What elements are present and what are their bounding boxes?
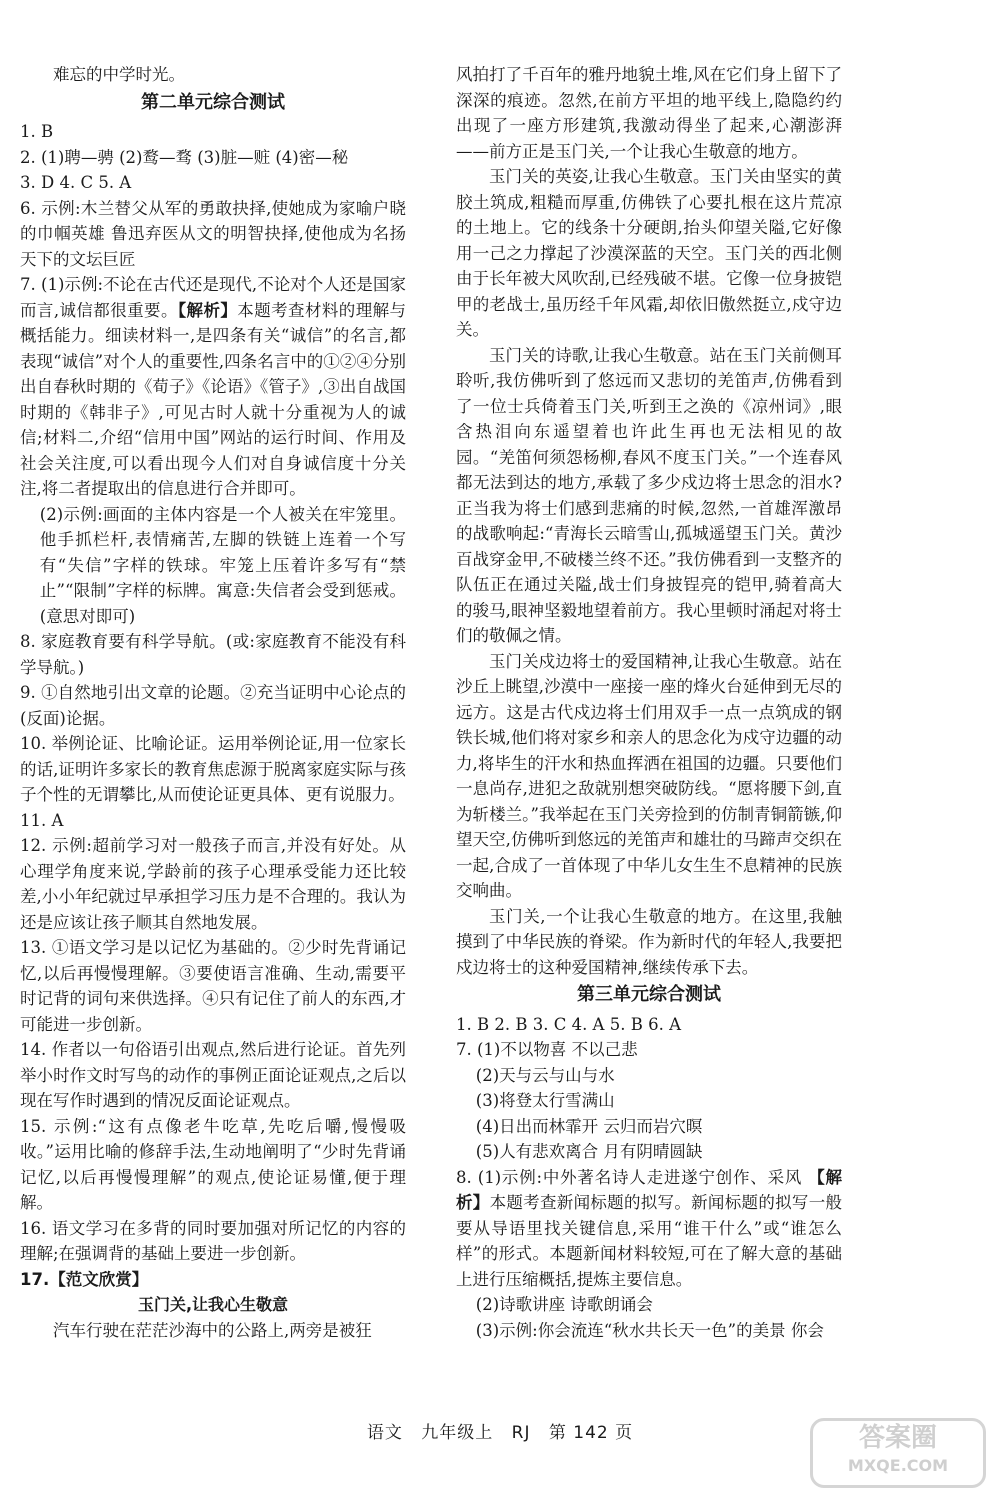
right-column <box>456 62 842 1343</box>
essay-paragraph-4: 玉门关戍边将士的爱国精神,让我心生敬意。站在沙丘上眺望,沙漠中一座接一座的烽火台延伸到无尽的远方。这是古代戍边将士们用双手一点一点筑成的钢铁长城,他们将对家乡和亲人的思念化为戍守边疆的动力,将毕生的汗水和热血挥洒在祖国的边疆。只要他们一息尚存,进犯之敌就别想突破防线。“愿将腰下剑,直为斩楼兰。”我举起在玉门关旁捡到的仿制青铜箭镞,仰望天空,仿佛听到悠远的羌笛声和雄壮的马蹄声交织在一起,合成了一首体现了中华儿女生生不息精神的民族交响曲。 <box>456 651 842 900</box>
answer-14: 14. 作者以一句俗语引出观点,然后进行论证。首先列举小时作文时写鸟的动作的事例正面论证观点,之后以现在写作时遇到的情况反面论证观点。 <box>20 1040 406 1110</box>
analysis-label-2: 【解析】 <box>456 1167 843 1212</box>
essay-paragraph-1-cont: 风拍打了千百年的雅丹地貌土堆,风在它们身上留下了深深的痕迹。忽然,在前方平坦的地平线上,隐隐约约出现了一座方形建筑,我激动得坐了起来,心潮澎湃——前方正是玉门关,一个让我心生敬意的地方。 <box>456 65 842 161</box>
answer-11: 11. A <box>20 810 64 830</box>
unit3-title: 第三单元综合测试 <box>577 984 721 1005</box>
analysis-label: 【解析】 <box>177 300 238 320</box>
answer-10: 10. 举例论证、比喻论证。运用举例论证,用一位家长的话,证明许多家长的教育焦虑源于脱离家庭实际与孩子个性的无谓攀比,从而使论证更具体、更有说服力。 <box>20 734 406 804</box>
answer-7-2: (2)示例:画面的主体内容是一个人被关在牢笼里。他手抓栏杆,表情痛苦,左脚的铁链上连着一个写有“失信”字样的铁球。牢笼上压着许多写有“禁止”“限制”字样的标牌。寓意:失信者会受到惩戒。(意思对即可) <box>39 504 406 626</box>
unit3-answer-7-3: (3)将登太行雪满山 <box>475 1091 615 1110</box>
unit3-answer-8-2: (2)诗歌讲座 诗歌朗诵会 <box>475 1295 653 1314</box>
unit3-answer-8-1 <box>456 1165 842 1293</box>
unit2-title: 第二单元综合测试 <box>141 91 285 113</box>
unit3-answer-7-5: (5)人有悲欢离合 月有阴晴圆缺 <box>475 1142 703 1161</box>
watermark-logo <box>810 1418 986 1488</box>
footer-page-number: 第 142 页 <box>548 1423 634 1443</box>
answer-7-1 <box>20 272 406 502</box>
unit3-answer-7-2: (2)天与云与山与水 <box>475 1065 615 1085</box>
answer-8: 8. 家庭教育要有科学导航。(或:家庭教育不能没有科学导航。) <box>20 632 406 677</box>
answer-13: 13. ①语文学习是以记忆为基础的。②少时先背诵记忆,以后再慢慢理解。③要使语言准确、生动,需要平时记背的词句来供选择。④只有记住了前人的东西,才可能进一步创新。 <box>20 938 406 1034</box>
answer-3-5: 3. D 4. C 5. A <box>20 173 132 192</box>
essay-paragraph-2: 玉门关的英姿,让我心生敬意。玉门关由坚实的黄胶土筑成,粗糙而厚重,仿佛铁了心要扎根在这片荒凉的土地上。它的线条十分硬朗,抬头仰望关隘,它好像用一己之力撑起了沙漠深蓝的天空。玉门关的西北侧由于长年被大风吹刮,已经残破不堪。它像一位身披铠甲的老战士,虽历经千年风霜,却依旧傲然挺立,戍守边关。 <box>456 167 842 339</box>
essay-paragraph-1-start: 汽车行驶在茫茫沙海中的公路上,两旁是被狂 <box>53 1320 372 1340</box>
essay-title: 玉门关,让我心生敬意 <box>137 1295 289 1314</box>
unit3-answer-7-1: 7. (1)不以物喜 不以己悲 <box>456 1040 638 1059</box>
answer-16: 16. 语文学习在多背的同时要加强对所记忆的内容的理解;在强调背的基础上要进一步创新。 <box>20 1218 406 1263</box>
unit3-answer-8-1-text: 8. (1)示例:中外著名诗人走进遂宁创作、采风 <box>456 1167 803 1187</box>
unit3-answer-7-4: (4)日出而林霏开 云归而岩穴暝 <box>475 1116 703 1136</box>
answer-7-1-text: 7. (1)示例:不论在古代还是现代,不论对个人还是国家而言,诚信都很重要。 <box>20 275 406 320</box>
essay-paragraph-5: 玉门关,一个让我心生敬意的地方。在这里,我触摸到了中华民族的脊梁。作为新时代的年轻人,我要把戍边将士的这种爱国精神,继续传承下去。 <box>456 906 842 977</box>
unit3-answers-1-6: 1. B 2. B 3. C 4. A 5. B 6. A <box>456 1014 681 1034</box>
footer-subject: 语文 <box>366 1423 403 1443</box>
footer-grade: 九年级上 <box>421 1423 494 1443</box>
footer-edition: RJ <box>511 1423 531 1443</box>
answer-17: 17.【范文欣赏】 <box>20 1269 149 1289</box>
left-column <box>20 62 406 1343</box>
watermark-text: 答案圈 <box>858 1423 937 1453</box>
unit3-answer-8-1-analysis: 本题考查新闻标题的拟写。新闻标题的拟写一般要从导语里找关键信息,采用“谁干什么”或“谁怎么样”的形式。本题新闻材料较短,可在了解大意的基础上进行压缩概括,提炼主要信息。 <box>456 1193 843 1289</box>
answer-2: 2. (1)聘—骋 (2)鹜—骛 (3)脏—赃 (4)密—秘 <box>20 147 349 167</box>
unit3-answer-8-3: (3)示例:你会流连“秋水共长天一色”的美景 你会 <box>475 1320 824 1340</box>
answer-7-1-analysis: 本题考查材料的理解与概括能力。细读材料一,是四条有关“诚信”的名言,都表现“诚信”对个人的重要性,四条名言中的①②④分别出自春秋时期的《荀子》《论语》《管子》,③出自战国时期的《韩非子》,可见古时人就十分重视为人的诚信;材料二,介绍“信用中国”网站的运行时间、作用及社会关注度,可以看出现今人们对自身诚信度十分关注,将二者提取出的信息进行合并即可。 <box>20 300 407 498</box>
answer-6: 6. 示例:木兰替父从军的勇敢抉择,使她成为家喻户晓的巾帼英雄 鲁迅弃医从文的明智抉择,使他成为名扬天下的文坛巨匠 <box>20 198 406 269</box>
answer-12: 12. 示例:超前学习对一般孩子而言,并没有好处。从心理学角度来说,学龄前的孩子心理承受能力还比较差,小小年纪就过早承担学习压力是不合理的。我认为还是应该让孩子顺其自然地发展。 <box>20 836 406 932</box>
answer-1: 1. B <box>20 122 54 141</box>
intro-line: 难忘的中学时光。 <box>53 65 185 84</box>
answer-9: 9. ①自然地引出文章的论题。②充当证明中心论点的(反面)论据。 <box>20 683 406 728</box>
essay-paragraph-3: 玉门关的诗歌,让我心生敬意。站在玉门关前侧耳聆听,我仿佛听到了悠远而又悲切的羌笛声,仿佛看到了一位士兵倚着玉门关,听到王之涣的《凉州词》,眼含热泪向东遥望着也许此生再也无法相见的故园。“羌笛何须怨杨柳,春风不度玉门关。”一个连春风都无法到达的地方,承载了多少戍边将士思念的泪水?正当我为将士们感到悲痛的时候,忽然,一首雄浑激昂的战歌响起:“青海长云暗雪山,孤城遥望玉门关。黄沙百战穿金甲,不破楼兰终不还。”我仿佛看到一支整齐的队伍正在通过关隘,战士们身披锃亮的铠甲,骑着高大的骏马,眼神坚毅地望着前方。我心里顿时涌起对将士们的敬佩之情。 <box>456 345 842 645</box>
watermark-url: MXQE.COM <box>847 1456 949 1475</box>
answer-15: 15. 示例:“这有点像老牛吃草,先吃后嚼,慢慢吸收。”运用比喻的修辞手法,生动地阐明了“少时先背诵记忆,以后再慢慢理解”的观点,使论证易懂,便于理解。 <box>20 1116 406 1212</box>
